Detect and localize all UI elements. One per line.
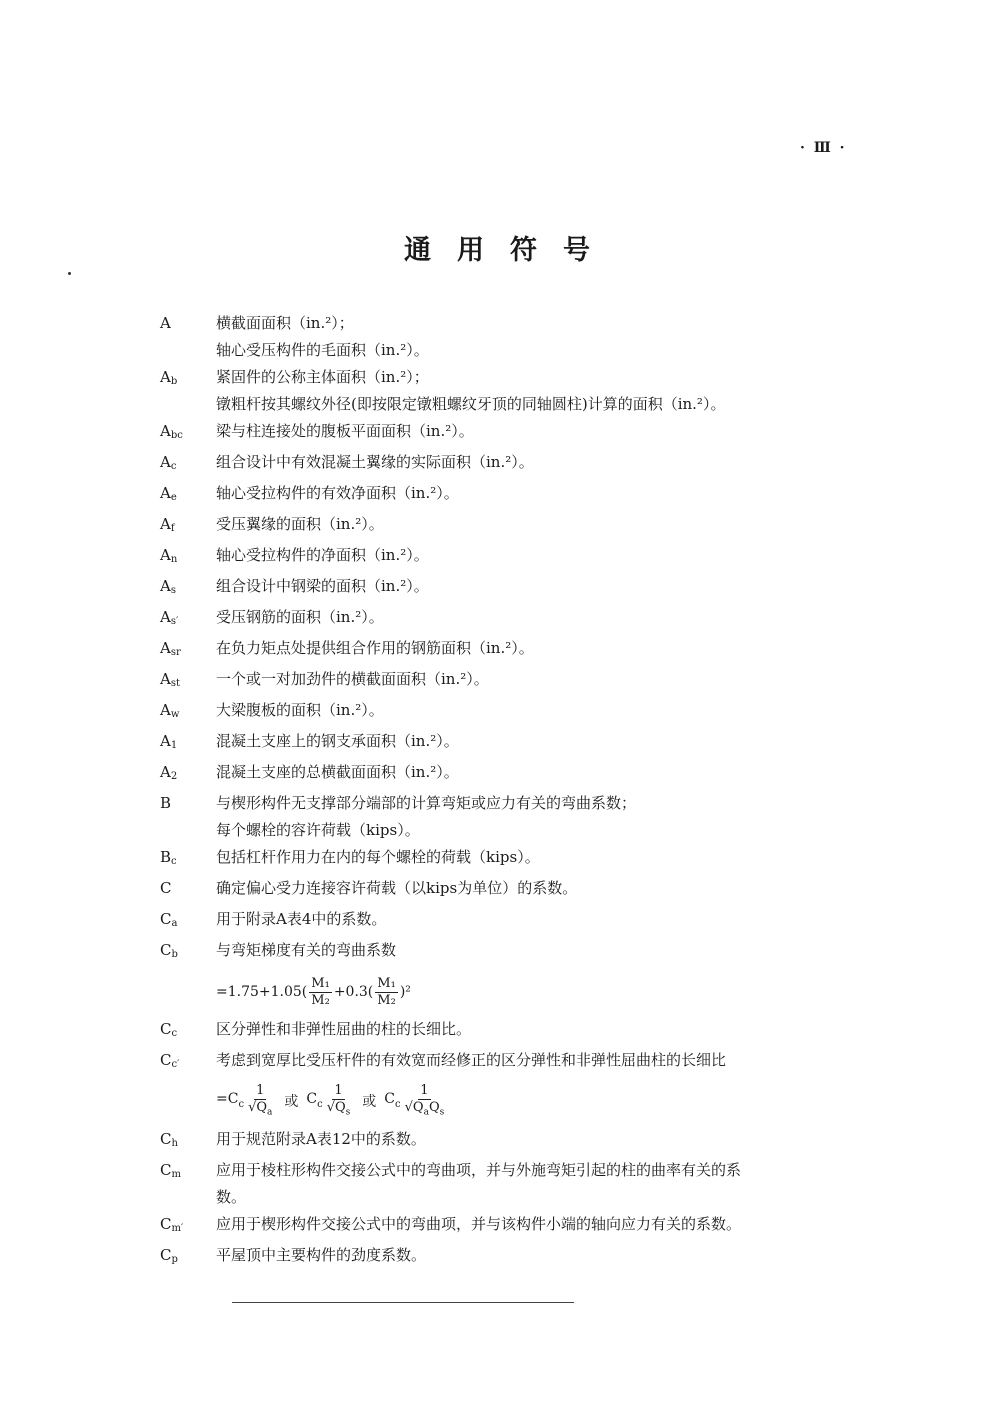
symbol-entry xyxy=(160,1157,860,1211)
symbol: $A_n$ xyxy=(160,546,178,565)
fraction: $\frac{1}{√Q_s}$ xyxy=(326,1083,351,1118)
symbol-description: 确定偏心受力连接容许荷载（以kips为单位）的系数。 xyxy=(216,879,578,897)
symbol: $A_{st}$ xyxy=(160,670,180,689)
symbol-entry xyxy=(160,937,860,968)
formula-cb: =1.75+1.05( $\frac{\text{M₁}}{\text{M₂}}$ +0.3( $\frac{\text{M₁}}{\text{M₂}}$ )² xyxy=(216,975,411,1008)
symbol-description: 与楔形构件无支撑部分端部的计算弯矩或应力有关的弯曲系数； 每个螺栓的容许荷载（kips）。 xyxy=(216,794,637,839)
margin-dot xyxy=(68,272,71,275)
symbol-description: 组合设计中钢梁的面积（in.²）。 xyxy=(216,577,429,595)
symbol: B xyxy=(160,794,172,812)
symbol-description: 梁与柱连接处的腹板平面面积（in.²）。 xyxy=(216,422,474,440)
symbol-description: 混凝土支座上的钢支承面积（in.²）。 xyxy=(216,732,459,750)
symbol-entry xyxy=(160,728,860,759)
symbol-description: 混凝土支座的总横截面面积（in.²）。 xyxy=(216,763,459,781)
fraction: $\frac{\text{M₁}}{\text{M₂}}$ xyxy=(377,975,396,1008)
symbol: $A_{s'}$ xyxy=(160,608,179,627)
symbol: $C_m$ xyxy=(160,1161,181,1180)
symbol-description: 受压钢筋的面积（in.²）。 xyxy=(216,608,384,626)
fraction: $\frac{1}{√Q_aQ_s}$ xyxy=(404,1083,445,1118)
symbol-entry xyxy=(160,906,860,937)
symbol-description: 一个或一对加劲件的横截面面积（in.²）。 xyxy=(216,670,489,688)
symbol: $C_b$ xyxy=(160,941,178,960)
symbol: $C_c$ xyxy=(160,1020,178,1039)
symbol-description: 大梁腹板的面积（in.²）。 xyxy=(216,701,384,719)
symbol: A xyxy=(160,314,171,332)
symbol-entry xyxy=(160,759,860,790)
symbol-entry xyxy=(160,697,860,728)
symbol: $A_2$ xyxy=(160,763,178,782)
symbol-description: 轴心受拉构件的有效净面积（in.²）。 xyxy=(216,484,459,502)
symbol: $A_1$ xyxy=(160,732,178,751)
symbol: $C_{m'}$ xyxy=(160,1215,184,1234)
symbol-entry xyxy=(160,310,860,364)
symbol: $C_a$ xyxy=(160,910,178,929)
symbol-description: 紧固件的公称主体面积（in.²）； 镦粗杆按其螺纹外径(即按限定镦粗螺纹牙顶的同轴圆柱)计算的面积（in.²）。 xyxy=(216,368,726,413)
symbol-description: 轴心受拉构件的净面积（in.²）。 xyxy=(216,546,429,564)
symbol-description: 受压翼缘的面积（in.²）。 xyxy=(216,515,384,533)
symbol-entry xyxy=(160,1211,860,1242)
fraction: $\frac{\text{M₁}}{\text{M₂}}$ xyxy=(311,975,330,1008)
symbol-description: 平屋顶中主要构件的劲度系数。 xyxy=(216,1246,427,1264)
symbol-description: 用于规范附录A表12中的系数。 xyxy=(216,1130,426,1148)
symbol-description: 包括杠杆作用力在内的每个螺栓的荷载（kips）。 xyxy=(216,848,540,866)
footnote-rule xyxy=(232,1302,574,1303)
symbol-entry xyxy=(160,573,860,604)
symbol: $A_w$ xyxy=(160,701,180,720)
symbol-entry xyxy=(160,790,860,844)
symbol: $A_s$ xyxy=(160,577,176,596)
symbol-description: 考虑到宽厚比受压杆件的有效宽而经修正的区分弹性和非弹性屈曲柱的长细比 xyxy=(216,1051,727,1069)
symbol-description: 区分弹性和非弹性屈曲的柱的长细比。 xyxy=(216,1020,472,1038)
formula-cc-prime: $=C_c$ $\frac{1}{√Q_a}$ 或 $C_c$ $\frac{1}{√Q_s}$ 或 $C_c$ $\frac{1}{√Q_aQ_s}$ xyxy=(216,1078,860,1126)
symbol: $C_h$ xyxy=(160,1130,178,1149)
page-title: 通用符号 xyxy=(404,235,616,266)
symbol-description: 横截面面积（in.²）； 轴心受压构件的毛面积（in.²）。 xyxy=(216,314,429,359)
symbol-entry xyxy=(160,1126,860,1157)
symbol-entry xyxy=(160,542,860,573)
symbol-entry xyxy=(160,635,860,666)
symbol-entry xyxy=(160,1242,860,1273)
symbol: $C_p$ xyxy=(160,1246,178,1265)
symbol-entry xyxy=(160,604,860,635)
symbol-description: 与弯矩梯度有关的弯曲系数 xyxy=(216,941,397,959)
symbol: $A_f$ xyxy=(160,515,175,534)
symbol-description: 应用于棱柱形构件交接公式中的弯曲项，并与外施弯矩引起的柱的曲率有关的系 数。 xyxy=(216,1161,742,1206)
symbol-entry xyxy=(160,364,860,418)
symbol-entry xyxy=(160,1047,860,1078)
symbol-entry xyxy=(160,666,860,697)
symbol-description: 组合设计中有效混凝土翼缘的实际面积（in.²）。 xyxy=(216,453,534,471)
symbol-entry xyxy=(160,480,860,511)
fraction: $\frac{1}{√Q_a}$ xyxy=(248,1083,273,1118)
symbol-description: 在负力矩点处提供组合作用的钢筋面积（in.²）。 xyxy=(216,639,534,657)
symbol: $A_{bc}$ xyxy=(160,422,183,441)
symbol-entry xyxy=(160,844,860,875)
symbol: $A_c$ xyxy=(160,453,177,472)
symbol-entry xyxy=(160,1016,860,1047)
symbol-entry xyxy=(160,511,860,542)
page-number-mark: · Ⅲ · xyxy=(800,140,847,156)
symbol: $A_b$ xyxy=(160,368,178,387)
symbol-entry xyxy=(160,875,860,906)
symbol-description: 应用于楔形构件交接公式中的弯曲项，并与该构件小端的轴向应力有关的系数。 xyxy=(216,1215,742,1233)
symbol-entry xyxy=(160,418,860,449)
symbol: $A_{sr}$ xyxy=(160,639,181,658)
symbol: $B_c$ xyxy=(160,848,177,867)
symbol: $C_{c'}$ xyxy=(160,1051,180,1070)
symbol-list xyxy=(160,310,860,1273)
symbol-description: 用于附录A表4中的系数。 xyxy=(216,910,387,928)
symbol-entry xyxy=(160,449,860,480)
symbol: $A_e$ xyxy=(160,484,177,503)
symbol: C xyxy=(160,879,172,897)
